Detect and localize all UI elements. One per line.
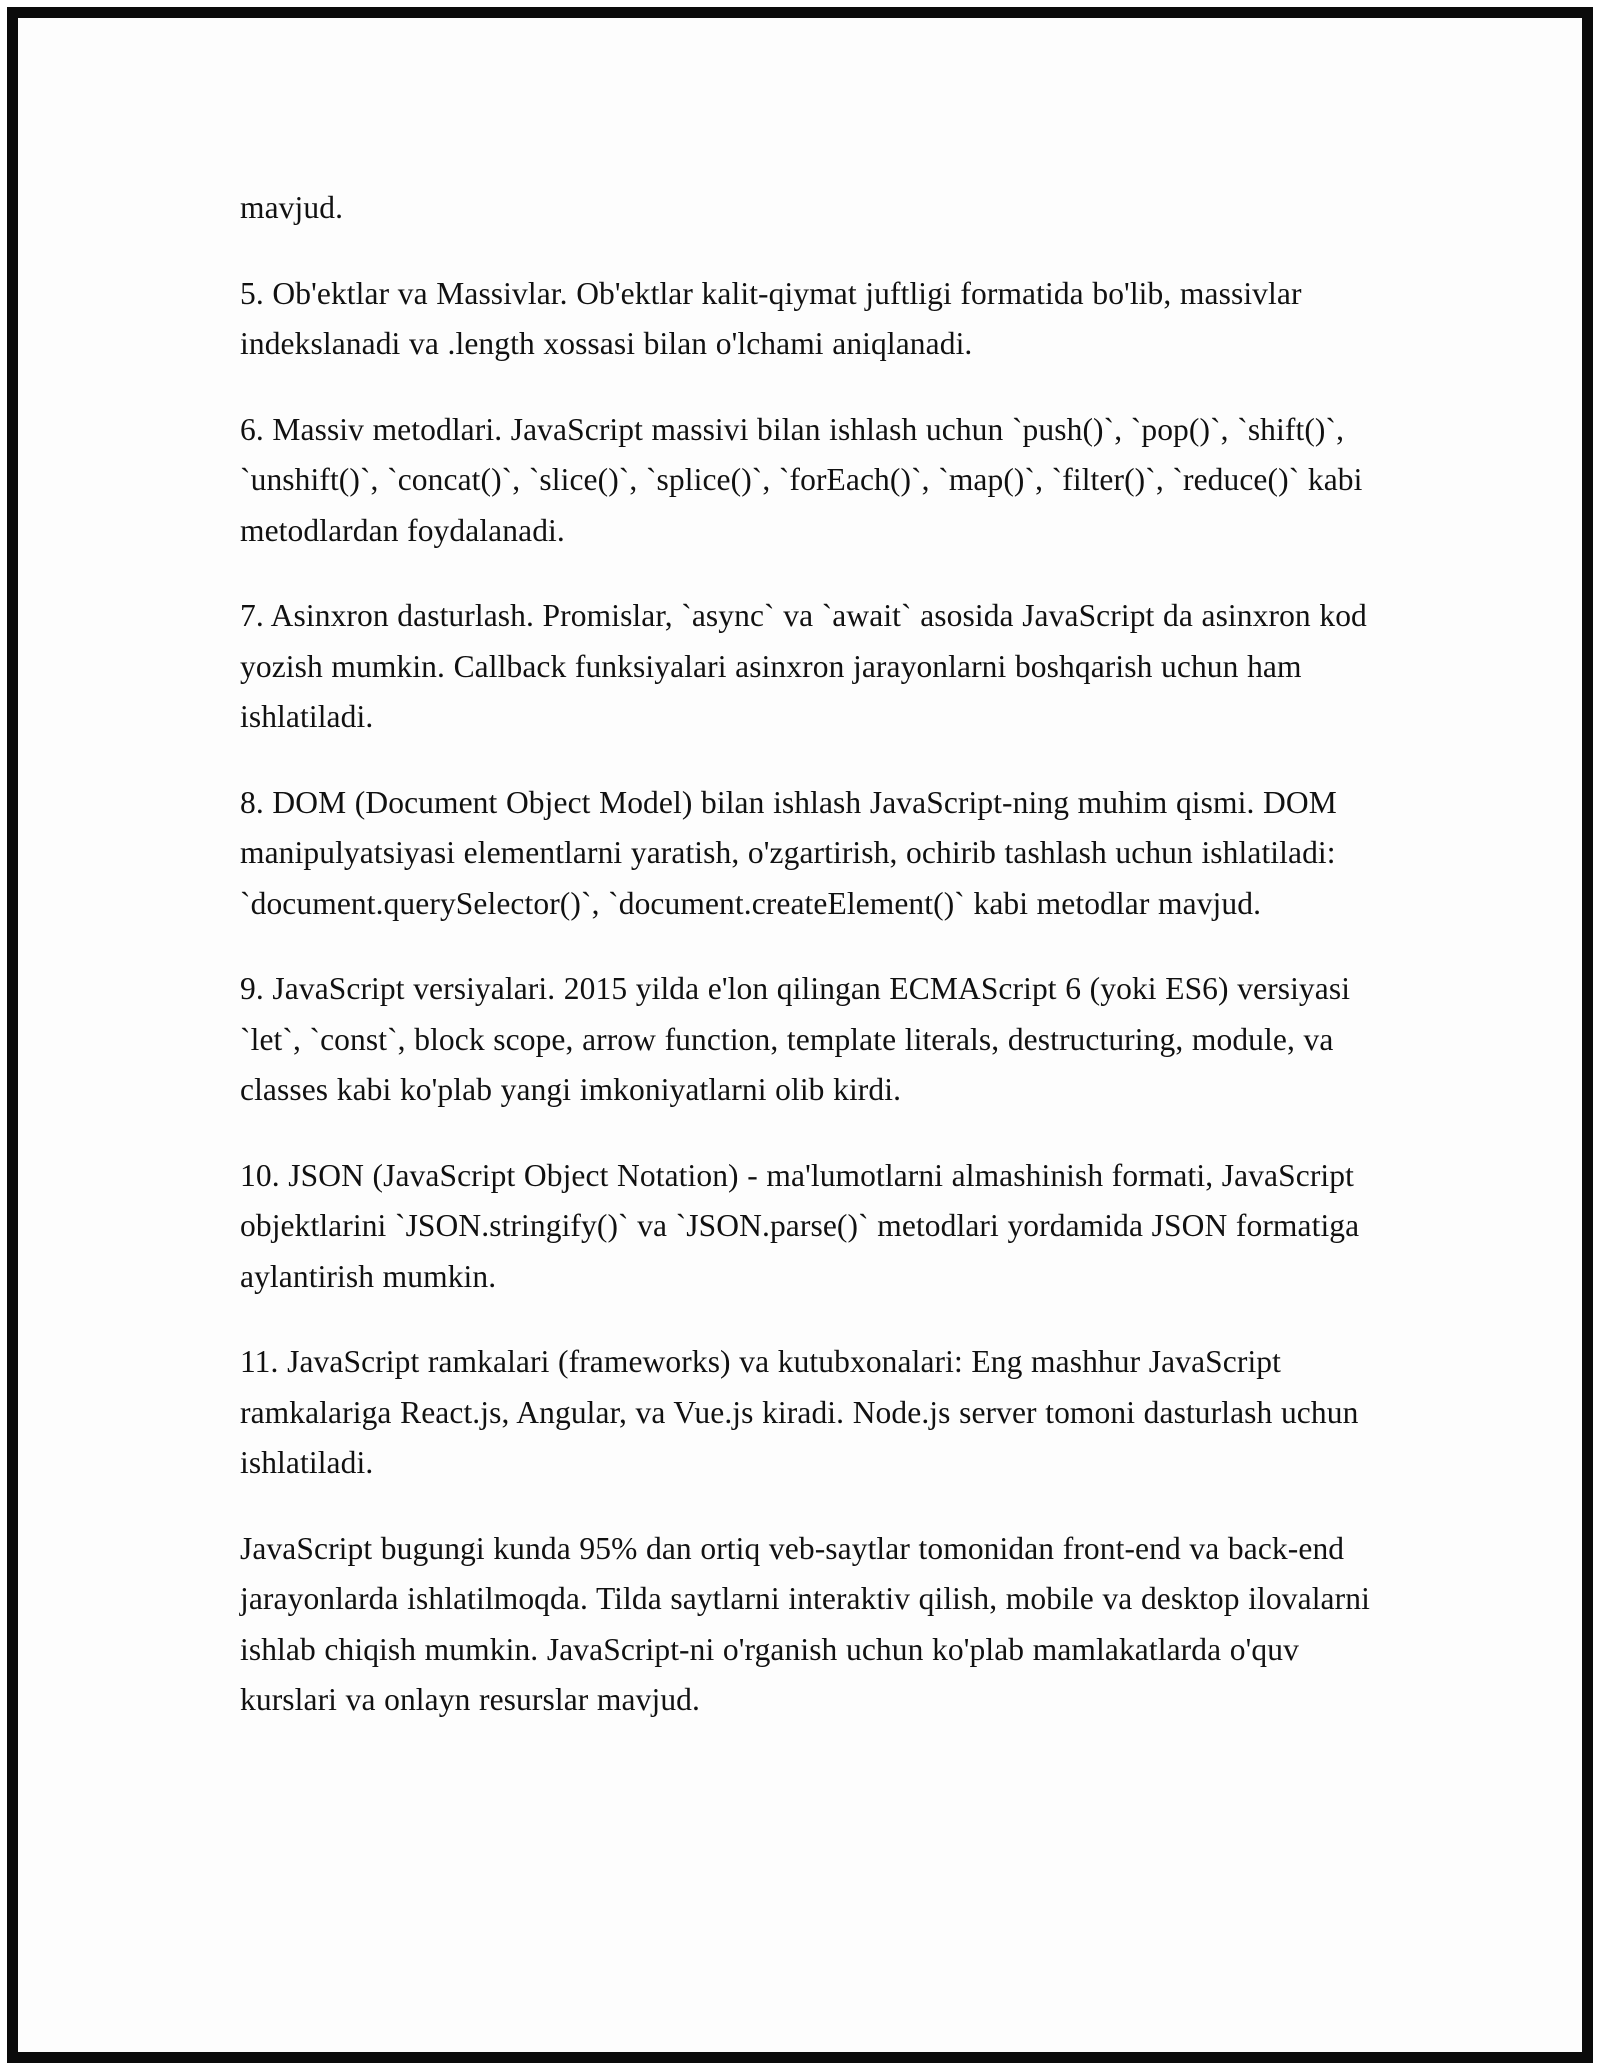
paragraph-item-11-frameworks: 11. JavaScript ramkalari (frameworks) va kutubxonalari: Eng mashhur JavaScript ramkalariga React.js, Angular, va Vue.js kiradi. Node.js server tomoni dasturlash uchun ishlatiladi. <box>240 1344 1368 1480</box>
paragraph-item-8-dom: 8. DOM (Document Object Model) bilan ishlash JavaScript-ning muhim qismi. DOM manipulyatsiyasi elementlarni yaratish, o'zgartirish, ochirib tashlash uchun ishlatiladi: `document.querySelector()`, `document.createElement()` kabi metodlar mavjud. <box>240 784 1346 921</box>
paragraph-item-10-json: 10. JSON (JavaScript Object Notation) - ma'lumotlarni almashinish formati, JavaScript objektlarini `JSON.stringify()` va `JSON.parse()` metodlari yordamida JSON formatiga aylantirish mumkin. <box>240 1157 1368 1294</box>
page-surface <box>18 18 1582 2052</box>
paragraph-continued-sentence: mavjud. <box>240 190 344 225</box>
paragraph-item-9-versions: 9. JavaScript versiyalari. 2015 yilda e'lon qilingan ECMAScript 6 (yoki ES6) versiyasi `let`, `const`, block scope, arrow function, template literals, destructuring, module, va classes kabi ko'plab yangi imkoniyatlarni olib kirdi. <box>240 971 1359 1107</box>
paragraph-closing-summary: JavaScript bugungi kunda 95% dan ortiq veb-saytlar tomonidan front-end va back-end jarayonlarda ishlatilmoqda. Tilda saytlarni interaktiv qilish, mobile va desktop ilovalarni ishlab chiqish mumkin. JavaScript-ni o'rganish uchun ko'plab mamlakatlarda o'quv kurslari va onlayn resurslar mavjud. <box>240 1530 1379 1717</box>
paragraph-item-5-objects-arrays: 5. Ob'ektlar va Massivlar. Ob'ektlar kalit-qiymat juftligi formatida bo'lib, massivlar indekslanadi va .length xossasi bilan o'lchami aniqlanadi. <box>240 275 1311 361</box>
paragraph-item-7-async: 7. Asinxron dasturlash. Promislar, `async` va `await` asosida JavaScript da asinxron kod yozish mumkin. Callback funksiyalari asinxron jarayonlarni boshqarish uchun ham ishlatiladi. <box>240 598 1376 734</box>
page-border <box>7 7 1593 2063</box>
document-text-column <box>240 183 1380 1726</box>
paragraph-item-6-array-methods: 6. Massiv metodlari. JavaScript massivi bilan ishlash uchun `push()`, `pop()`, `shift()`, `unshift()`, `concat()`, `slice()`, `splice()`, `forEach()`, `map()`, `filter()`, `reduce()` kabi metodlardan foydalanadi. <box>240 411 1372 548</box>
